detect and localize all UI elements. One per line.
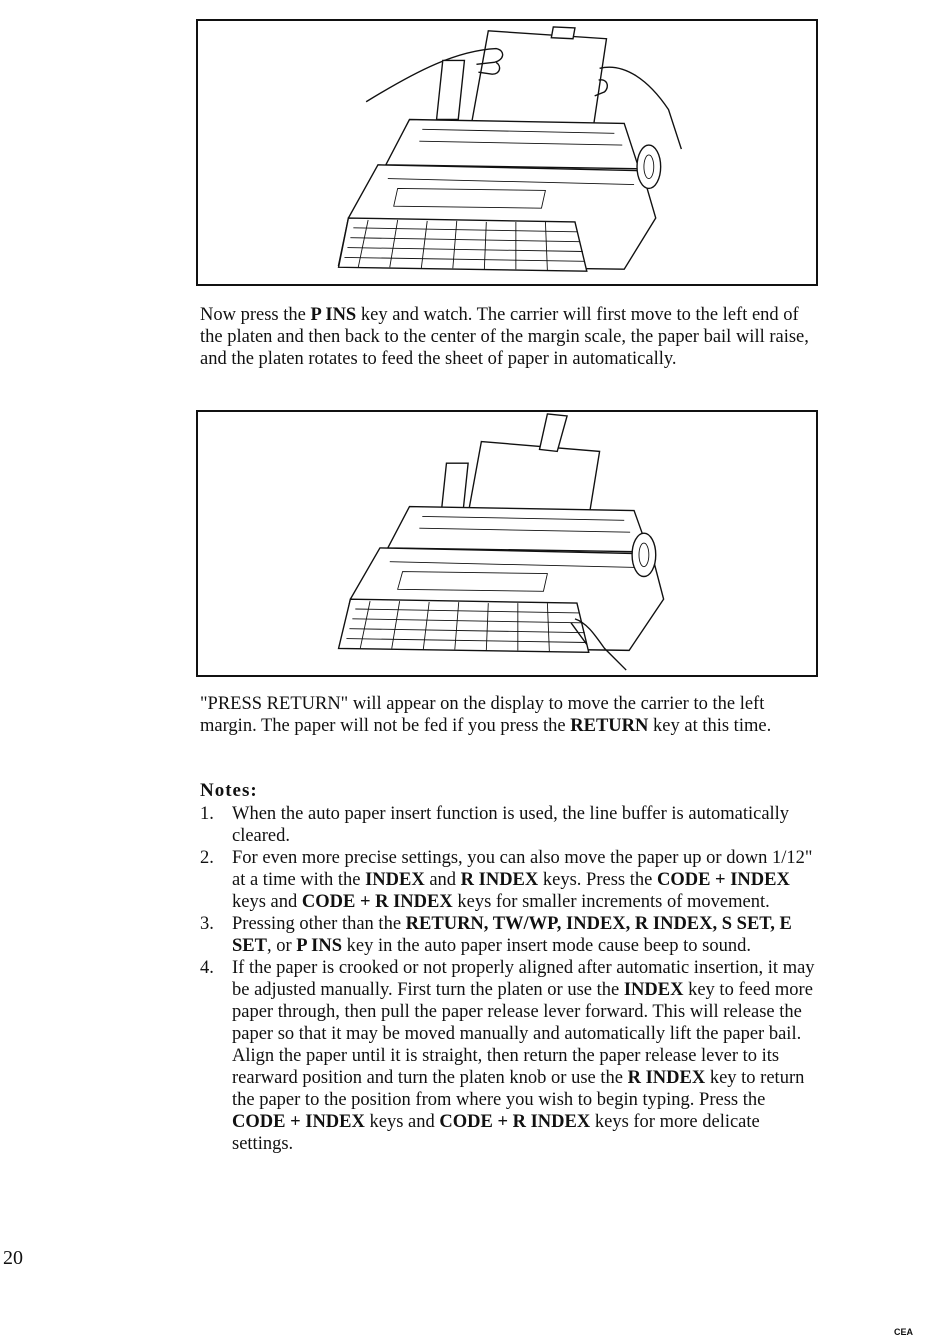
key-name: P INS: [296, 936, 343, 956]
text-run: "PRESS RETURN" will appear on the display to move the carrier to the left margin. The paper will not be fed if you press the: [200, 694, 765, 736]
paper-guide: [551, 27, 575, 39]
illustration-paper-insert-hands: [196, 19, 818, 286]
platen-knob: [637, 145, 661, 188]
notes-list: [200, 803, 818, 1155]
text-run: Pressing other than the: [232, 914, 406, 934]
text-run: keys and: [232, 892, 302, 912]
text-run: Now press the: [200, 305, 311, 325]
notes-heading: Notes:: [200, 780, 258, 801]
illustration-paper-fed: [196, 410, 818, 677]
note-number: 4.: [200, 958, 214, 978]
note-item-3: [200, 913, 818, 957]
note-item-1: [200, 803, 818, 847]
text-run: keys for smaller increments of movement.: [452, 892, 770, 912]
typewriter-drawing-fed: [198, 412, 816, 675]
typewriter-drawing-hands: [198, 21, 816, 284]
note-number: 3.: [200, 914, 214, 934]
platen-area: [386, 120, 639, 169]
key-name: CODE + R INDEX: [301, 892, 453, 912]
text-run: and: [424, 870, 461, 890]
text-run: key and watch. The carrier will first move to the left end of the platen and then back to the center of the margin scale, the paper bail will raise, and the platen rotates to feed the sheet of paper in automatically.: [200, 305, 809, 369]
text-run: When the auto paper insert function is used, the line buffer is automatically cleared.: [232, 804, 790, 846]
paper-sheet: [472, 31, 607, 131]
page-number: 20: [3, 1247, 23, 1269]
paper-guide: [540, 414, 568, 451]
text-run: , or: [266, 936, 297, 956]
text-run: key to feed more paper through, then pull the paper release lever forward. This will release the paper so that it may be moved manually and automatically lift the paper bail. Align the paper until it is straight, then return the paper release lever to its rearward position and turn the platen knob or use the: [232, 980, 813, 1088]
text-run: For even more precise settings, you can also move the paper up or down 1/12" at a time with the: [232, 848, 813, 890]
key-name: P INS: [310, 305, 357, 325]
key-name: RETURN: [570, 716, 649, 736]
key-name: INDEX: [623, 980, 684, 1000]
instruction-paragraph-1: [200, 304, 820, 370]
text-run: key in the auto paper insert mode cause beep to sound.: [342, 936, 751, 956]
key-name: R INDEX: [627, 1068, 706, 1088]
key-name: R INDEX: [460, 870, 539, 890]
text-run: keys. Press the: [538, 870, 657, 890]
text-run: key to return the paper to the position from where you wish to begin typing. Press the: [232, 1068, 805, 1110]
key-name: CODE + INDEX: [232, 1112, 365, 1132]
key-name: INDEX: [365, 870, 425, 890]
note-number: 2.: [200, 848, 214, 868]
platen-area: [388, 507, 649, 552]
keyboard: [339, 218, 587, 271]
text-run: key at this time.: [648, 716, 772, 736]
text-run: If the paper is crooked or not properly aligned after automatic insertion, it may be adjusted manually. First turn the platen or use the: [232, 958, 815, 1000]
key-name: CODE + R INDEX: [439, 1112, 591, 1132]
note-number: 1.: [200, 804, 214, 824]
footer-mark: CEA: [894, 1327, 914, 1337]
text-run: keys for more delicate settings.: [232, 1112, 760, 1154]
key-name: CODE + INDEX: [656, 870, 790, 890]
instruction-paragraph-2: [200, 693, 820, 737]
text-run: keys and: [364, 1112, 440, 1132]
note-item-2: [200, 847, 818, 913]
platen-knob: [632, 533, 656, 576]
key-name: RETURN, TW/WP, INDEX, R INDEX, S SET, E SET: [232, 914, 792, 956]
keyboard: [339, 599, 589, 652]
note-item-4: [200, 957, 818, 1155]
paper-support: [437, 60, 465, 119]
